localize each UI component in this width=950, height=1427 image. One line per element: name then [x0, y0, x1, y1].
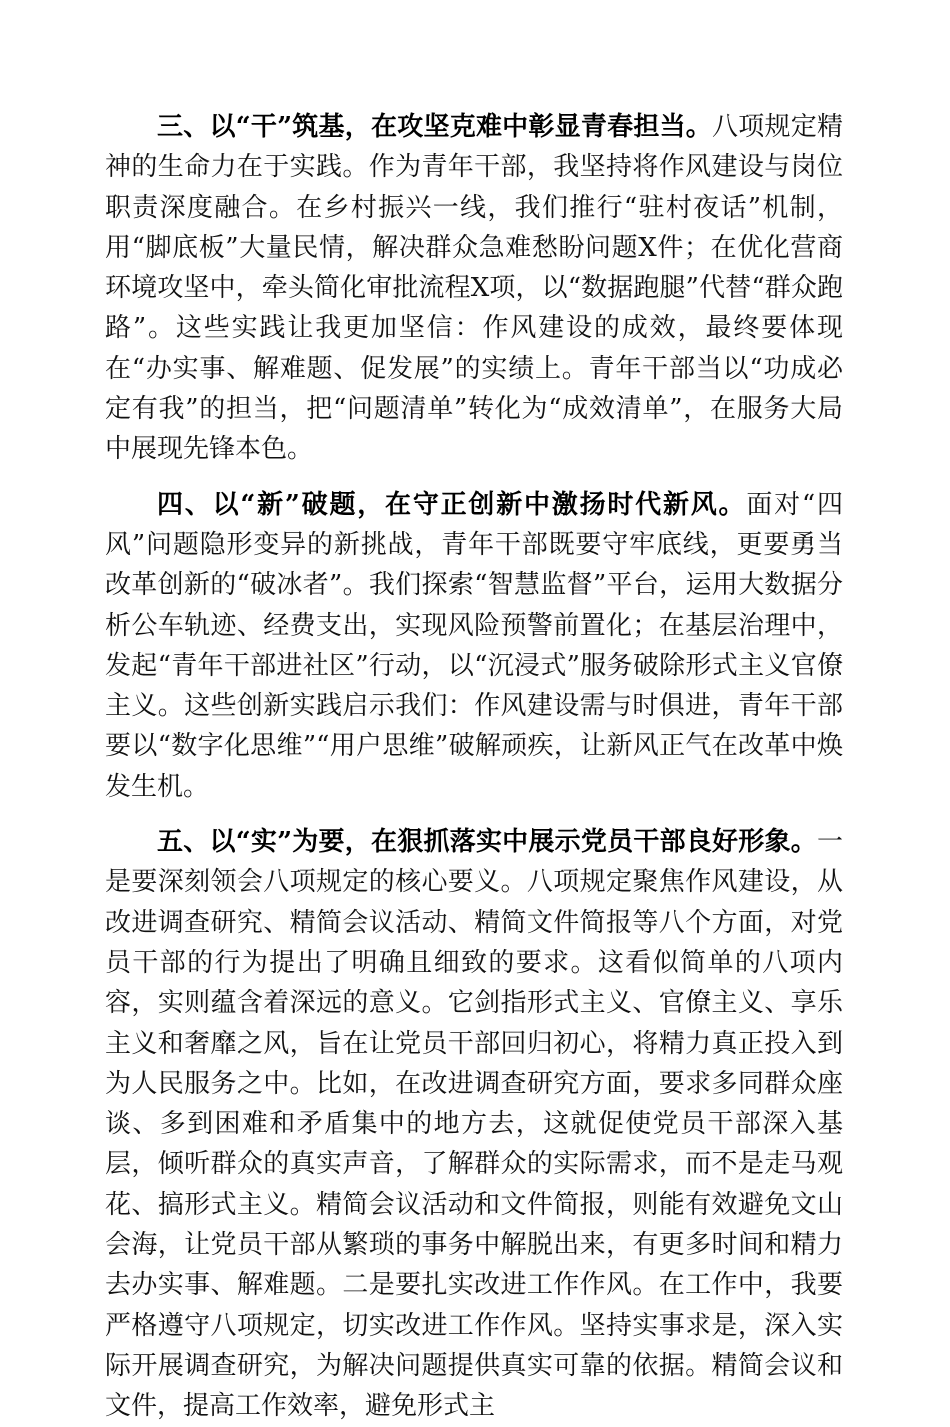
- section-four-heading: 四、以“新”破题，在守正创新中激扬时代新风。: [157, 489, 747, 520]
- document-page: [105, 107, 843, 1427]
- section-four-body: 面对“四风”问题隐形变异的新挑战，青年干部既要守牢底线，更要勇当改革创新的“破冰者”。我们探索“智慧监督”平台，运用大数据分析公车轨迹、经费支出，实现风险预警前置化；在基层治理中，发起“青年干部进社区”行动，以“沉浸式”服务破除形式主义官僚主义。这些创新实践启示我们：作风建设需与时俱进，青年干部要以“数字化思维”“用户思维”破解顽疾，让新风正气在改革中焕发生机。: [105, 489, 843, 802]
- section-five-body: 一是要深刻领会八项规定的核心要义。八项规定聚焦作风建设，从改进调查研究、精简会议活动、精简文件简报等八个方面，对党员干部的行为提出了明确且细致的要求。这看似简单的八项内容，实则蕴含着深远的意义。它剑指形式主义、官僚主义、享乐主义和奢靡之风，旨在让党员干部回归初心，将精力真正投入到为人民服务之中。比如，在改进调查研究方面，要求多同群众座谈、多到困难和矛盾集中的地方去，这就促使党员干部深入基层，倾听群众的真实声音，了解群众的实际需求，而不是走马观花、搞形式主义。精简会议活动和文件简报，则能有效避免文山会海，让党员干部从繁琐的事务中解脱出来，有更多时间和精力去办实事、解难题。二是要扎实改进工作作风。在工作中，我要严格遵守八项规定，切实改进工作作风。坚持实事求是，深入实际开展调查研究，为解决问题提供真实可靠的依据。精简会议和文件，提高工作效率，避免形式主: [105, 827, 843, 1422]
- section-three-body: 八项规定精神的生命力在于实践。作为青年干部，我坚持将作风建设与岗位职责深度融合。在乡村振兴一线，我们推行“驻村夜话”机制，用“脚底板”大量民情，解决群众急难愁盼问题X件；在优化营商环境攻坚中，牵头简化审批流程X项，以“数据跑腿”代替“群众跑路”。这些实践让我更加坚信：作风建设的成效，最终要体现在“办实事、解难题、促发展”的实绩上。青年干部当以“功成必定有我”的担当，把“问题清单”转化为“成效清单”，在服务大局中展现先锋本色。: [105, 112, 843, 465]
- paragraph-section-four: [105, 485, 843, 807]
- paragraph-section-five: [105, 822, 843, 1426]
- section-three-heading: 三、以“干”筑基，在攻坚克难中彰显青春担当。: [157, 112, 713, 142]
- paragraph-section-three: [105, 107, 843, 470]
- section-five-heading: 五、以“实”为要，在狠抓落实中展示党员干部良好形象。: [157, 827, 817, 858]
